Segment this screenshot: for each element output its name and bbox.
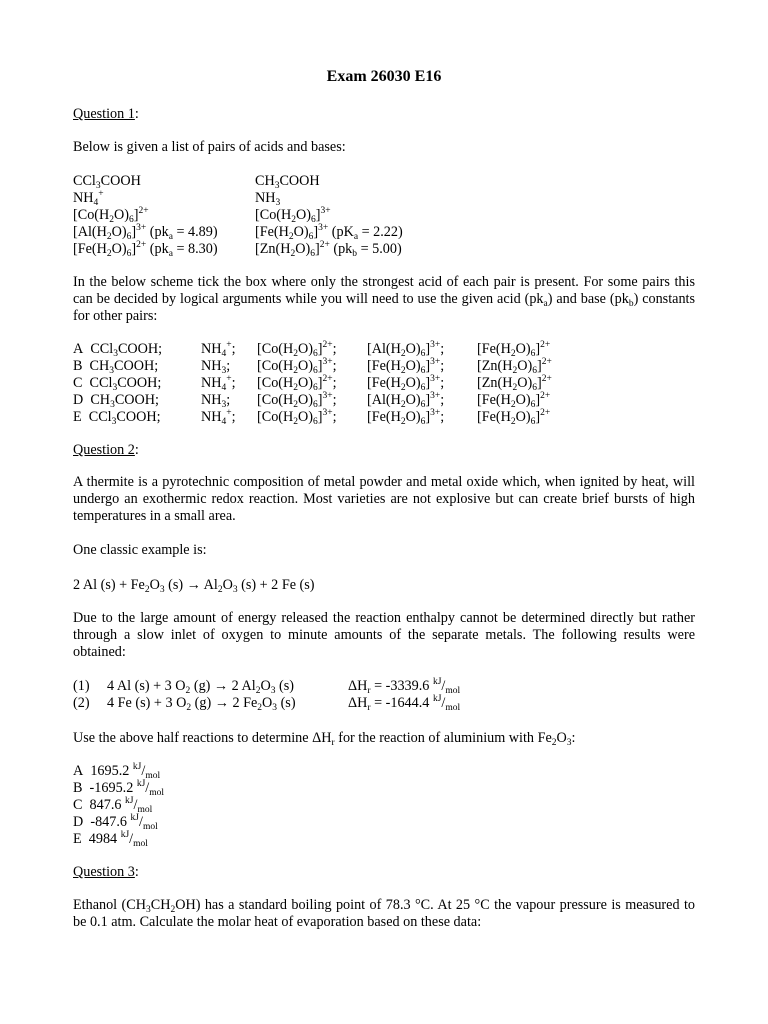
page-title: Exam 26030 E16	[326, 68, 442, 85]
pair-right-5: $[Zn(H_2O)_6]^{2+}$ $(pk_b = 5.00)$	[255, 240, 402, 259]
question-1-instruction: In the below scheme tick the box where only the strongest acid of each pair is present. For some pairs this can be decided by logical arguments while you will need to use the given acid $(pk_a)$ and base $(pk_b)$ constants for other pairs:	[73, 274, 696, 324]
pair-left-2: $NH_4^+$	[73, 189, 104, 208]
question-3-text: Ethanol $(CH_3CH_2OH)$ has a standard boiling point of 78.3 °C. At 25 °C the vapour pressure is measured to be 0.1 atm. Calculate the molar heat of evaporation based on these data:	[73, 897, 695, 930]
pair-right-1: $CH_3COOH$	[255, 173, 320, 191]
answer-a[interactable]: A 1695.2 $^{kJ}/_{mol}$	[73, 762, 161, 781]
pair-right-3: $[Co(H_2O)_6]^{3+}$	[255, 206, 331, 225]
answer-c[interactable]: C 847.6 $^{kJ}/_{mol}$	[73, 796, 153, 815]
question-2-text: Due to the large amount of energy released the reaction enthalpy cannot be determined directly but rather through a slow inlet of oxygen to minute amounts of the separate metals. The following results were obtained:	[73, 610, 695, 660]
question-1-heading: Question 1:	[73, 106, 139, 122]
option-row-a[interactable]: A CCl$_3$COOH; $NH_4^+$; $[Co(H_2O)_6]^{2+}$; $[Al(H_2O)_6]^{3+}$; $[Fe(H_2O)_6]^{2+}$	[73, 340, 551, 359]
pair-left-5: $[Fe(H_2O)_6]^{2+}$ $(pk_a = 8.30)$	[73, 240, 218, 259]
half-reaction-1: (1) 4 Al (s) + 3 $O_2$ (g) → 2 $Al_2O_3$ (s) $\Delta H_r = -3339.6$ $^{kJ}/_{mol}$	[73, 677, 461, 696]
option-row-e[interactable]: E CCl$_3$COOH; $NH_4^+$; $[Co(H_2O)_6]^{3+}$; $[Fe(H_2O)_6]^{3+}$; $[Fe(H_2O)_6]^{2+}$	[73, 408, 551, 427]
answer-b[interactable]: B -1695.2 $^{kJ}/_{mol}$	[73, 779, 165, 798]
question-2-intro: A thermite is a pyrotechnic composition of metal powder and metal oxide which, when ignited by heat, will undergo an exothermic redox reaction. Most varieties are not explosive but can create brief bursts of high temperatures in a small area.	[73, 474, 695, 524]
question-2-task: Use the above half reactions to determine $\Delta H_r$ for the reaction of aluminium with $Fe_2O_3$:	[73, 730, 576, 748]
pair-left-3: $[Co(H_2O)_6]^{2+}$	[73, 206, 149, 225]
question-2-heading: Question 2:	[73, 442, 139, 458]
answer-d[interactable]: D -847.6 $^{kJ}/_{mol}$	[73, 813, 158, 832]
example-label: One classic example is:	[73, 542, 207, 558]
pair-left-1: CCl$_3$COOH	[73, 173, 141, 191]
pair-left-4: $[Al(H_2O)_6]^{3+}$ $(pk_a = 4.89)$	[73, 223, 218, 242]
question-1-intro: Below is given a list of pairs of acids and bases:	[73, 139, 346, 155]
option-row-d[interactable]: D $CH_3COOH$; $NH_3$; $[Co(H_2O)_6]^{3+}$; $[Al(H_2O)_6]^{3+}$; $[Fe(H_2O)_6]^{2+}$	[73, 391, 551, 410]
pair-right-2: $NH_3$	[255, 190, 281, 208]
answer-e[interactable]: E 4984 $^{kJ}/_{mol}$	[73, 830, 148, 849]
option-row-b[interactable]: B $CH_3COOH$; $NH_3$; $[Co(H_2O)_6]^{3+}$; $[Fe(H_2O)_6]^{3+}$; $[Zn(H_2O)_6]^{2+}$	[73, 357, 552, 376]
option-row-c[interactable]: C CCl$_3$COOH; $NH_4^+$; $[Co(H_2O)_6]^{2+}$; $[Fe(H_2O)_6]^{3+}$; $[Zn(H_2O)_6]^{2+}$	[73, 374, 552, 393]
thermite-reaction: 2 Al $(s) + Fe_2O_3$ $(s) \to Al_2O_3$ (s) + 2 Fe (s)	[73, 577, 315, 595]
question-3-heading: Question 3:	[73, 864, 139, 880]
pair-right-4: $[Fe(H_2O)_6]^{3+}$ $(pK_a = 2.22)$	[255, 223, 403, 242]
half-reaction-2: (2) 4 Fe (s) + 3 $O_2$ (g) → 2 $Fe_2O_3$ (s) $\Delta H_r = -1644.4$ $^{kJ}/_{mol}$	[73, 694, 461, 713]
